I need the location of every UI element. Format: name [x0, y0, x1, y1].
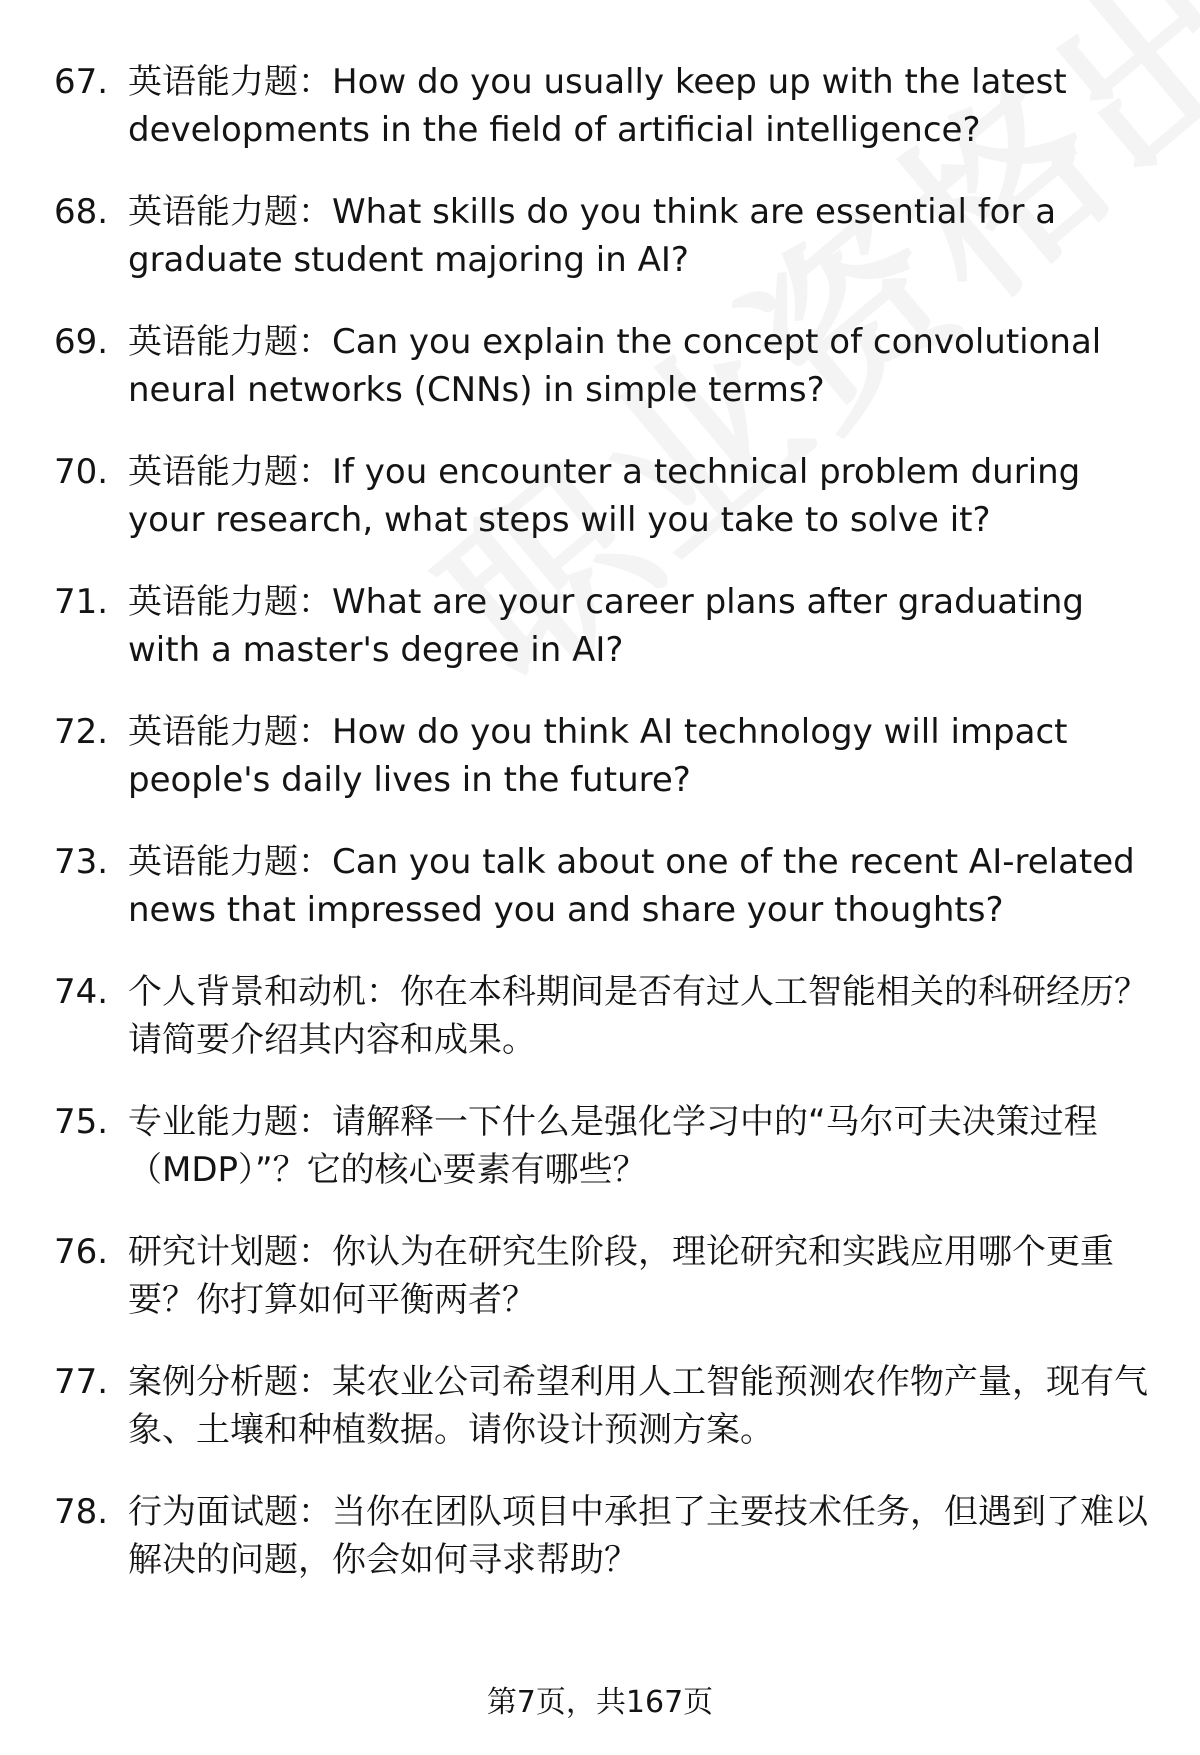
question-text: 研究计划题：你认为在研究生阶段，理论研究和实践应用哪个更重要？你打算如何平衡两者？	[128, 1232, 1114, 1320]
question-text: 英语能力题：How do you think AI technology will impact people's daily lives in the future?	[128, 712, 1068, 800]
question-number: 68.	[54, 192, 109, 232]
page-indicator: 第7页，共167页	[486, 1685, 714, 1720]
question-number: 67.	[54, 62, 109, 102]
question-text: 英语能力题：What skills do you think are essential for a graduate student majoring in AI?	[128, 192, 1057, 280]
question-item-75	[54, 1098, 1154, 1194]
question-number: 75.	[54, 1102, 109, 1142]
question-number: 74.	[54, 972, 109, 1012]
question-item-71	[54, 578, 1154, 674]
question-list	[54, 58, 1154, 1618]
question-text: 行为面试题：当你在团队项目中承担了主要技术任务，但遇到了难以解决的问题，你会如何寻求帮助？	[128, 1492, 1148, 1580]
question-text: 英语能力题：What are your career plans after graduating with a master's degree in AI?	[128, 582, 1085, 670]
question-item-78	[54, 1488, 1154, 1584]
question-item-70	[54, 448, 1154, 544]
question-number: 78.	[54, 1492, 109, 1532]
question-item-76	[54, 1228, 1154, 1324]
question-item-73	[54, 838, 1154, 934]
question-text: 英语能力题：Can you talk about one of the recent AI-related news that impressed you and share your thoughts?	[128, 842, 1135, 930]
question-number: 73.	[54, 842, 109, 882]
question-number: 72.	[54, 712, 109, 752]
question-number: 71.	[54, 582, 109, 622]
question-text: 英语能力题：Can you explain the concept of convolutional neural networks (CNNs) in simple terms?	[128, 322, 1102, 410]
question-item-67	[54, 58, 1154, 154]
question-text: 英语能力题：If you encounter a technical problem during your research, what steps will you take to solve it?	[128, 452, 1081, 540]
question-number: 76.	[54, 1232, 109, 1272]
question-text: 案例分析题：某农业公司希望利用人工智能预测农作物产量，现有气象、土壤和种植数据。请你设计预测方案。	[128, 1362, 1148, 1450]
question-item-68	[54, 188, 1154, 284]
question-number: 69.	[54, 322, 109, 362]
question-item-69	[54, 318, 1154, 414]
question-text: 专业能力题：请解释一下什么是强化学习中的“马尔可夫决策过程（MDP）”？它的核心要素有哪些？	[128, 1102, 1098, 1190]
question-number: 70.	[54, 452, 109, 492]
question-text: 个人背景和动机：你在本科期间是否有过人工智能相关的科研经历？请简要介绍其内容和成果。	[128, 972, 1148, 1060]
question-item-74	[54, 968, 1154, 1064]
question-number: 77.	[54, 1362, 109, 1402]
question-item-77	[54, 1358, 1154, 1454]
question-item-72	[54, 708, 1154, 804]
question-text: 英语能力题：How do you usually keep up with the latest developments in the field of artificial intelligence?	[128, 62, 1067, 150]
